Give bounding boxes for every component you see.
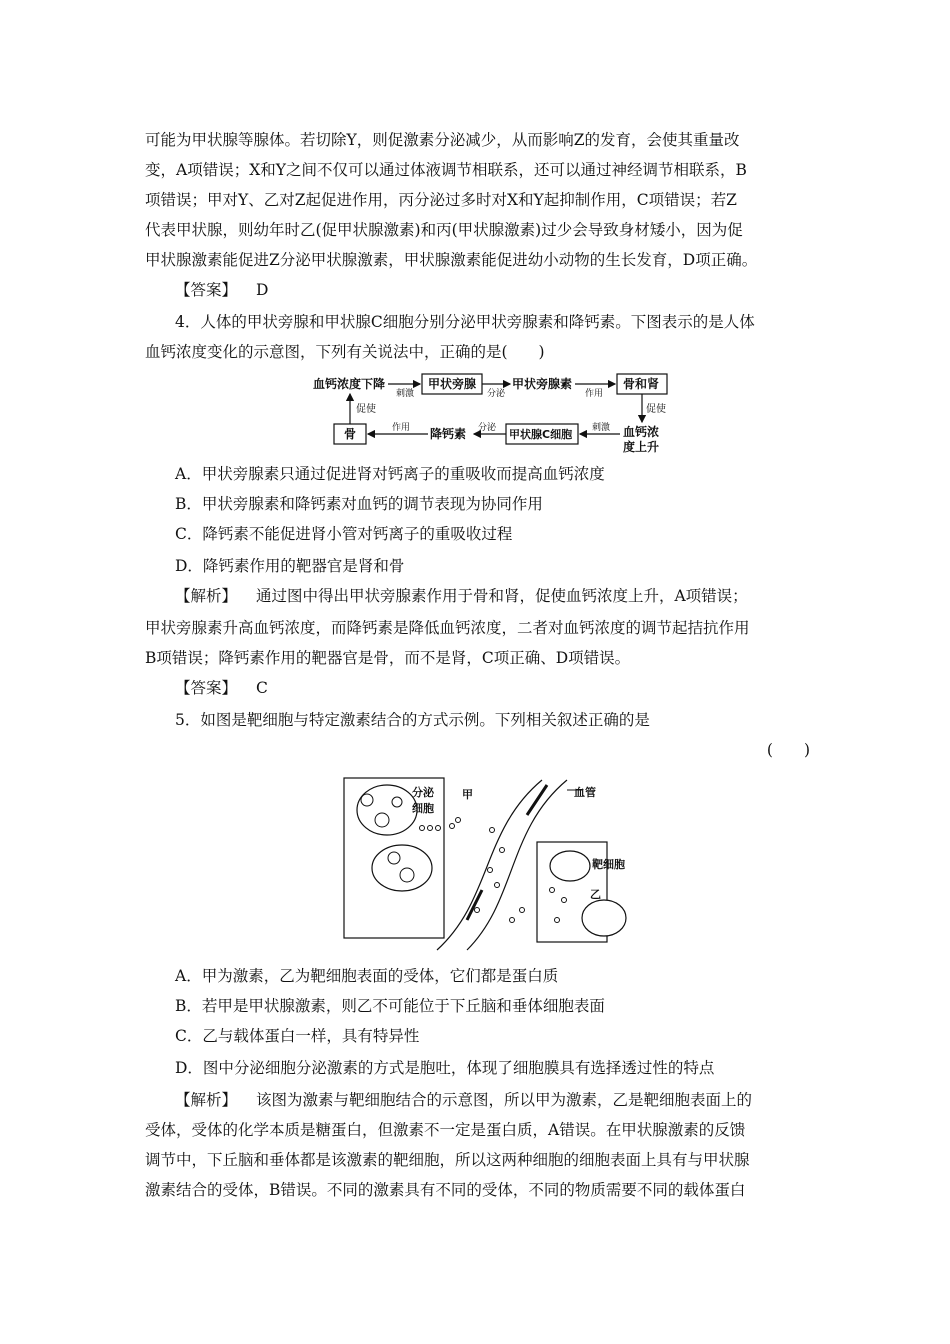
option-b: B．甲状旁腺素和降钙素对血钙的调节表现为协同作用 <box>175 495 543 513</box>
analysis-text: 该图为激素与靶细胞结合的示意图，所以甲为激素，乙是靶细胞表面上的 <box>255 1091 752 1109</box>
analysis-line: 受体，受体的化学本质是糖蛋白，但激素不一定是蛋白质，A错误。在甲状腺激素的反馈 <box>145 1121 746 1139</box>
option-d: D．降钙素作用的靶器官是肾和骨 <box>175 557 405 575</box>
option-d: D．图中分泌细胞分泌激素的方式是胞吐，体现了细胞膜具有选择透过性的特点 <box>175 1059 715 1077</box>
analysis-line: 激素结合的受体，B错误。不同的激素具有不同的受体，不同的物质需要不同的载体蛋白 <box>145 1181 746 1199</box>
option-c: C．乙与载体蛋白一样，具有特异性 <box>175 1027 420 1045</box>
paragraph-line: 变，A项错误；X和Y之间不仅可以通过体液调节相联系，还可以通过神经调节相联系，B <box>145 161 747 179</box>
answer-line <box>175 678 840 698</box>
pth-label: 甲状旁腺素 <box>512 377 573 391</box>
paragraph-line: 代表甲状腺，则幼年时乙(促甲状腺激素)和丙(甲状腺激素)过少会导致身材矮小，因为促 <box>145 221 743 239</box>
receptor-yi-label: 乙 <box>590 888 601 901</box>
parathyroid-label: 甲状旁腺 <box>428 377 477 391</box>
paragraph-line: 可能为甲状腺等腺体。若切除Y，则促激素分泌减少，从而影响Z的发育，会使其重量改 <box>145 131 740 149</box>
analysis-line: 甲状旁腺素升高血钙浓度，而降钙素是降低血钙浓度，二者对血钙浓度的调节起拮抗作用 <box>145 619 750 637</box>
bone-label: 骨 <box>344 427 357 441</box>
question-4-stem-2: 血钙浓度变化的示意图，下列有关说法中，正确的是( ) <box>145 343 545 361</box>
answer-bracket: ( ) <box>766 741 810 759</box>
stimulus-label: 刺激 <box>592 423 611 433</box>
question-4-stem-1: 4．人体的甲状旁腺和甲状腺C细胞分别分泌甲状旁腺素和降钙素。下图表示的是人体 <box>175 313 755 331</box>
answer-value: C <box>255 679 268 697</box>
paragraph-line: 项错误；甲对Y、乙对Z起促进作用，丙分泌过多时对X和Y起抑制作用，C项错误；若Z <box>145 191 737 209</box>
stimulus-label: 刺激 <box>396 389 415 399</box>
option-c: C．降钙素不能促进肾小管对钙离子的重吸收过程 <box>175 525 513 543</box>
answer-tag: 【答案】 <box>175 679 238 697</box>
low-calcium-label: 血钙浓度下降 <box>313 377 386 391</box>
answer-value: D <box>255 281 269 299</box>
c-cell-label: 甲状腺C细胞 <box>509 428 573 441</box>
promote-label: 促使 <box>356 404 376 415</box>
answer-tag: 【答案】 <box>175 281 238 299</box>
hormone-target-diagram <box>342 770 625 955</box>
vessel-label: 血管 <box>574 786 596 799</box>
hormone-jia-label: 甲 <box>462 788 473 801</box>
secrete-label: 分泌 <box>487 389 506 399</box>
option-b: B．若甲是甲状腺激素，则乙不可能位于下丘脑和垂体细胞表面 <box>175 997 605 1015</box>
high-calcium-label: 血钙浓 <box>623 425 660 439</box>
promote-label: 促使 <box>646 404 666 415</box>
high-calcium-label: 度上升 <box>623 440 660 454</box>
target-cell-label: 靶细胞 <box>592 858 625 871</box>
act-label: 作用 <box>585 389 604 399</box>
option-a: A．甲为激素，乙为靶细胞表面的受体，它们都是蛋白质 <box>175 967 559 985</box>
analysis-line: B项错误；降钙素作用的靶器官是骨，而不是肾，C项正确、D项错误。 <box>145 649 631 667</box>
secrete-label: 分泌 <box>478 423 497 433</box>
analysis-tag: 【解析】 <box>175 1091 238 1109</box>
calcitonin-label: 降钙素 <box>430 427 467 441</box>
analysis-line: 调节中，下丘脑和垂体都是该激素的靶细胞，所以这两种细胞的细胞表面上具有与甲状腺 <box>145 1151 750 1169</box>
bone-kidney-label: 骨和肾 <box>623 377 660 391</box>
analysis-line <box>175 1090 840 1110</box>
analysis-text: 通过图中得出甲状旁腺素作用于骨和肾，促使血钙浓度上升，A项错误； <box>255 587 748 605</box>
option-a: A．甲状旁腺素只通过促进肾对钙离子的重吸收而提高血钙浓度 <box>175 465 605 483</box>
paragraph-line: 甲状腺激素能促进Z分泌甲状腺激素，甲状腺激素能促进幼小动物的生长发育，D项正确。 <box>145 251 758 269</box>
calcium-regulation-diagram <box>310 366 680 456</box>
analysis-tag: 【解析】 <box>175 587 238 605</box>
answer-line <box>175 280 840 300</box>
secreting-cell-label: 分泌 <box>412 786 434 799</box>
secreting-cell-label: 细胞 <box>412 802 434 815</box>
analysis-line <box>175 586 840 606</box>
act-label: 作用 <box>392 423 411 433</box>
question-5-stem: 5．如图是靶细胞与特定激素结合的方式示例。下列相关叙述正确的是 <box>175 711 650 729</box>
